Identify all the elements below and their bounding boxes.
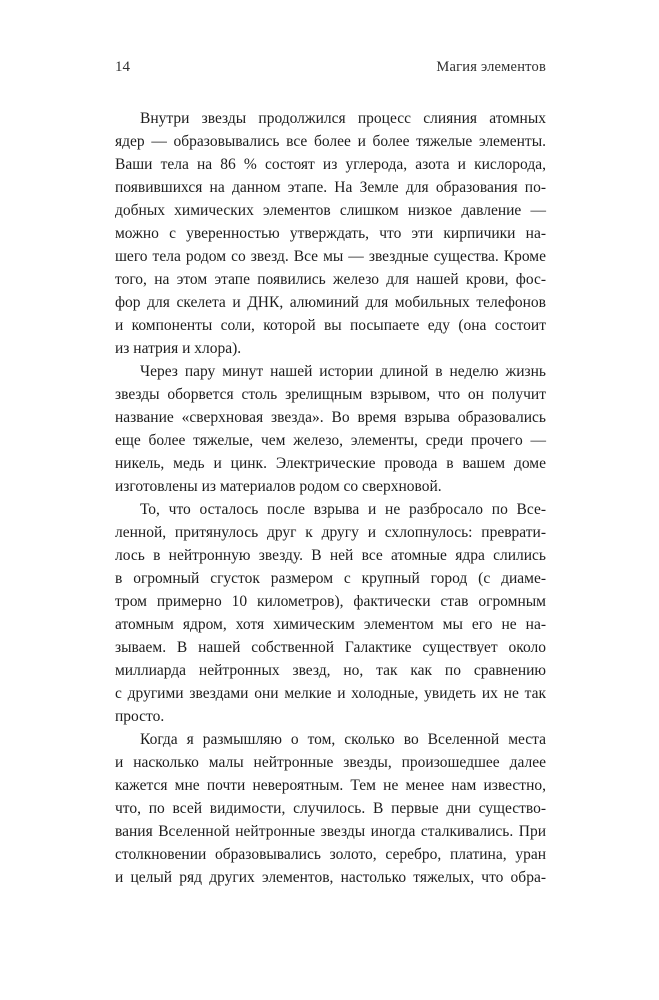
text-line: Когда я размышляю о том, сколько во Вселенной места <box>140 731 546 748</box>
text-line: и компоненты соли, которой вы посыпаете еду (она состоит <box>115 317 546 334</box>
text-line: миллиарда нейтронных звезд, но, так как по сравнению <box>115 662 546 679</box>
text-line: Внутри звезды продолжился процесс слияния атомных <box>140 110 546 127</box>
text-line: тром примерно 10 километров), фактически став огромным <box>115 593 546 610</box>
text-line: название «сверхновая звезда». Во время взрыва образовались <box>115 409 546 426</box>
text-line: появившихся на данном этапе. На Земле для образования по- <box>115 179 546 196</box>
text-line: и целый ряд других элементов, настолько тяжелых, что обра- <box>115 869 546 886</box>
text-line: можно с уверенностью утверждать, что эти кирпичики на- <box>115 225 546 242</box>
text-line: добных химических элементов слишком низкое давление — <box>115 202 546 219</box>
text-line: ленной, притянулось друг к другу и схлопнулось: преврати- <box>115 524 546 541</box>
text-line: То, что осталось после взрыва и не разбросало по Все- <box>140 501 546 518</box>
text-line: шего тела родом со звезд. Все мы — звездные существа. Кроме <box>115 248 546 265</box>
text-line: звезды оборвется столь зрелищным взрывом, что он получит <box>115 386 546 403</box>
page-number: 14 <box>115 59 130 75</box>
text-line: с другими звездами они мелкие и холодные, увидеть их не так <box>115 685 546 702</box>
text-line: того, на этом этапе появились железо для нашей крови, фос- <box>115 271 546 288</box>
running-title: Магия элементов <box>436 59 546 75</box>
text-line: просто. <box>115 708 165 725</box>
text-block <box>115 107 546 889</box>
text-line: и насколько малы нейтронные звезды, произошедшее далее <box>115 754 546 771</box>
text-line: в огромный сгусток размером с крупный город (с диаме- <box>115 570 546 587</box>
text-line: зываем. В нашей собственной Галактике существует около <box>115 639 546 656</box>
text-line: кажется мне почти невероятным. Тем не менее нам известно, <box>115 777 546 794</box>
text-line: вания Вселенной нейтронные звезды иногда сталкивались. При <box>115 823 546 840</box>
text-line: никель, медь и цинк. Электрические провода в вашем доме <box>115 455 546 472</box>
text-line: еще более тяжелые, чем железо, элементы, среди прочего — <box>115 432 546 449</box>
text-line: лось в нейтронную звезду. В ней все атомные ядра слились <box>115 547 546 564</box>
text-line: фор для скелета и ДНК, алюминий для мобильных телефонов <box>115 294 546 311</box>
text-line: что, по всей видимости, случилось. В первые дни существо- <box>115 800 546 817</box>
page-header <box>115 59 546 76</box>
text-line: из натрия и хлора). <box>115 340 242 357</box>
text-line: атомным ядром, хотя химическим элементом мы его не на- <box>115 616 546 633</box>
text-line: ядер — образовывались все более и более тяжелые элементы. <box>115 133 546 150</box>
paragraph <box>115 728 546 889</box>
text-line: изготовлены из материалов родом со сверхновой. <box>115 478 442 495</box>
text-line: столкновении образовывались золото, серебро, платина, уран <box>115 846 546 863</box>
text-line: Через пару минут нашей истории длиной в неделю жизнь <box>140 363 546 380</box>
paragraph <box>115 107 546 360</box>
paragraph <box>115 498 546 728</box>
text-line: Ваши тела на 86 % состоят из углерода, азота и кислорода, <box>115 156 546 173</box>
paragraph <box>115 360 546 498</box>
